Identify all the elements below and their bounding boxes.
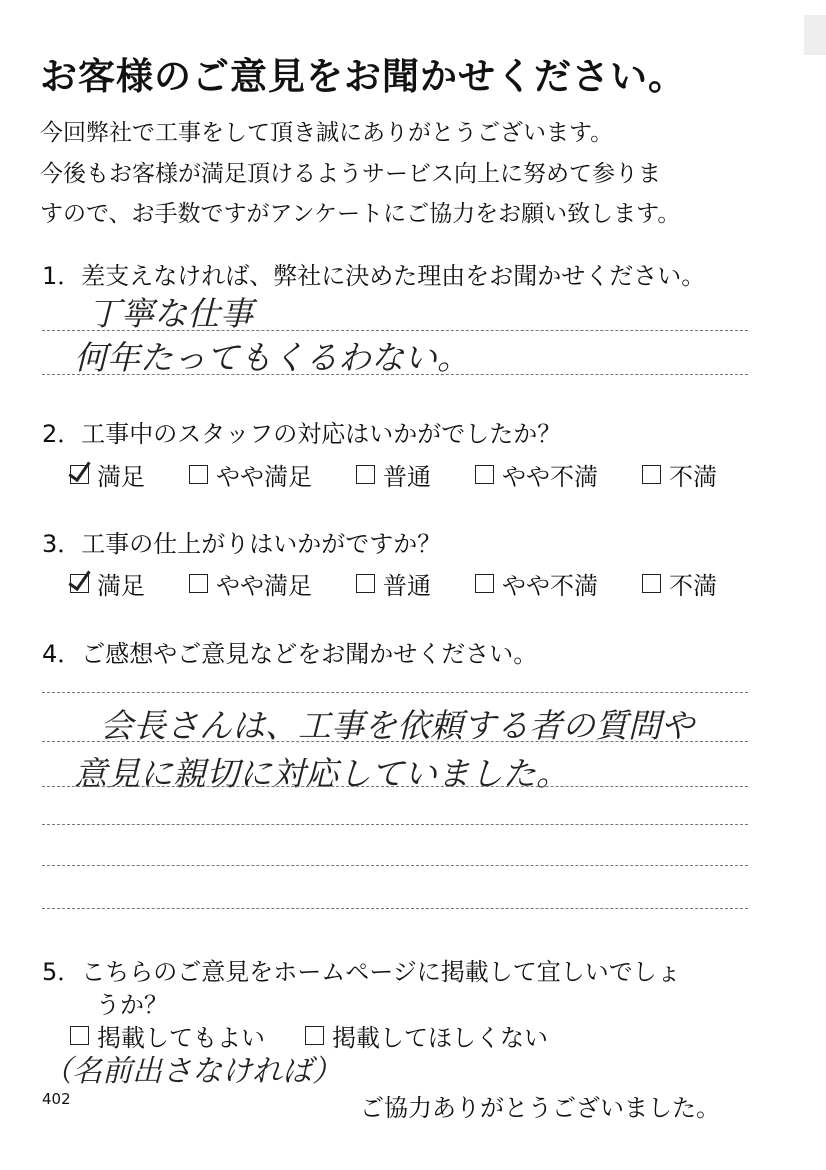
q5-handwritten-note: （名前出さなければ） [42, 1054, 342, 1089]
page-title: お客様のご意見をお聞かせください。 [40, 55, 686, 98]
answer-line [42, 908, 748, 909]
question-2-label: 2．工事中のスタッフの対応はいかがでしたか？ [42, 420, 562, 448]
answer-line [42, 824, 748, 825]
checkbox[interactable] [305, 1026, 324, 1045]
answer-line [42, 786, 748, 787]
checkbox[interactable] [189, 465, 208, 484]
thanks-message: ご協力ありがとうございました。 [360, 1094, 720, 1122]
answer-line [42, 374, 748, 375]
checked-checkbox[interactable] [70, 465, 89, 484]
intro-line-3: すので、お手数ですがアンケートにご協力をお願い致します。 [40, 201, 681, 227]
checkbox[interactable] [356, 574, 375, 593]
q3-option-somewhat-dissatisfied[interactable]: やや不満 [475, 566, 598, 601]
q5-option-allow[interactable]: 掲載してもよい [70, 1018, 265, 1053]
q4-answer-line-2: 意見に親切に対応していました。 [74, 754, 569, 793]
answer-line [42, 330, 748, 331]
q3-option-somewhat-satisfied[interactable]: やや満足 [189, 566, 312, 601]
answer-line [42, 865, 748, 866]
q5-option-deny[interactable]: 掲載してほしくない [305, 1018, 548, 1053]
checkbox[interactable] [70, 1026, 89, 1045]
question-4-label: 4．ご感想やご意見などをお聞かせください。 [42, 640, 538, 668]
checkbox[interactable] [642, 465, 661, 484]
q2-option-dissatisfied[interactable]: 不満 [642, 457, 717, 492]
question-1-label: 1．差支えなければ、弊社に決めた理由をお聞かせください。 [42, 262, 706, 290]
checkbox[interactable] [475, 574, 494, 593]
answer-line [42, 741, 748, 742]
q2-option-somewhat-satisfied[interactable]: やや満足 [189, 457, 312, 492]
checked-checkbox[interactable] [70, 574, 89, 593]
q2-option-normal[interactable]: 普通 [356, 457, 431, 492]
q3-option-satisfied[interactable]: 満足 [70, 566, 145, 601]
intro-line-1: 今回弊社で工事をして頂き誠にありがとうございます。 [40, 120, 614, 146]
question-5-label-line-2: うか？ [96, 991, 168, 1019]
question-5-label-line-1: 5．こちらのご意見をホームページに掲載して宜しいでしょ [42, 958, 681, 986]
q3-option-dissatisfied[interactable]: 不満 [642, 566, 717, 601]
page-number: 402 [42, 1090, 71, 1108]
question-3-label: 3．工事の仕上がりはいかがですか？ [42, 530, 442, 558]
intro-line-2: 今後もお客様が満足頂けるようサービス向上に努めて参りま [40, 161, 661, 187]
question-3-options [70, 566, 761, 601]
answer-line [42, 692, 748, 693]
checkbox[interactable] [189, 574, 208, 593]
q1-answer-line-1: 丁寧な仕事 [88, 294, 253, 333]
checkbox[interactable] [475, 465, 494, 484]
checkbox[interactable] [356, 465, 375, 484]
q4-answer-line-1: 会長さんは、工事を依頼する者の質問や [100, 706, 694, 745]
q2-option-somewhat-dissatisfied[interactable]: やや不満 [475, 457, 598, 492]
q2-option-satisfied[interactable]: 満足 [70, 457, 145, 492]
q1-answer-line-2: 何年たってもくるわない。 [74, 338, 470, 377]
scan-edge-mark [804, 15, 826, 55]
question-2-options [70, 457, 761, 492]
checkbox[interactable] [642, 574, 661, 593]
q3-option-normal[interactable]: 普通 [356, 566, 431, 601]
